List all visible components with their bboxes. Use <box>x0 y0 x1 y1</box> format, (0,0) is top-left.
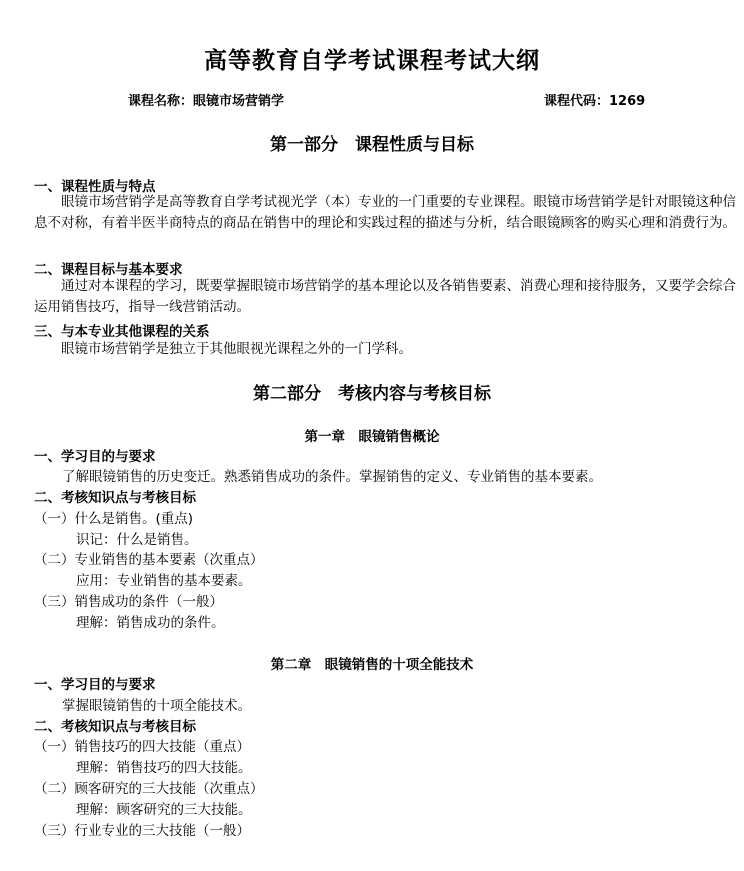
list-item-detail: 识记：什么是销售。 <box>76 532 198 548</box>
course-code: 课程代码：1269 <box>544 94 646 109</box>
section-heading: 一、课程性质与特点 <box>34 179 156 195</box>
paragraph: 了解眼镜销售的历史变迁。熟悉销售成功的条件。掌握销售的定义、专业销售的基本要素。 <box>62 469 602 485</box>
list-item: （三）行业专业的三大技能（一般） <box>34 823 250 839</box>
list-item-detail: 理解：销售成功的条件。 <box>76 615 225 631</box>
part-two-heading: 第二部分 考核内容与考核目标 <box>253 384 491 404</box>
list-item: （一）什么是销售。(重点) <box>34 511 194 527</box>
list-item: （二）顾客研究的三大技能（次重点） <box>34 781 264 797</box>
document-title: 高等教育自学考试课程考试大纲 <box>204 47 540 74</box>
list-item: （二）专业销售的基本要素（次重点） <box>34 552 264 568</box>
course-name: 课程名称：眼镜市场营销学 <box>128 94 285 109</box>
chapter-title: 第一章 眼镜销售概论 <box>304 429 440 445</box>
paragraph: 掌握眼镜销售的十项全能技术。 <box>62 698 251 714</box>
list-item: （三）销售成功的条件（一般） <box>34 594 223 610</box>
part-one-heading: 第一部分 课程性质与目标 <box>270 135 474 155</box>
list-item-detail: 理解：销售技巧的四大技能。 <box>76 760 252 776</box>
section-heading: 二、考核知识点与考核目标 <box>34 490 196 506</box>
list-item-detail: 理解：顾客研究的三大技能。 <box>76 802 252 818</box>
list-item: （一）销售技巧的四大技能（重点） <box>34 739 250 755</box>
section-heading: 一、学习目的与要求 <box>34 449 156 465</box>
section-heading: 三、与本专业其他课程的关系 <box>34 324 210 340</box>
paragraph: 通过对本课程的学习，既要掌握眼镜市场营销学的基本理论以及各销售要素、消费心理和接待服务，又要学会综合运用销售技巧，指导一线营销活动。 <box>34 278 736 315</box>
chapter-title: 第二章 眼镜销售的十项全能技术 <box>270 657 474 673</box>
section-heading: 二、课程目标与基本要求 <box>34 262 183 278</box>
list-item-detail: 应用：专业销售的基本要素。 <box>76 573 252 589</box>
paragraph: 眼镜市场营销学是独立于其他眼视光课程之外的一门学科。 <box>61 341 412 357</box>
section-heading: 一、学习目的与要求 <box>34 677 156 693</box>
section-heading: 二、考核知识点与考核目标 <box>34 719 196 735</box>
paragraph: 眼镜市场营销学是高等教育自学考试视光学（本）专业的一门重要的专业课程。眼镜市场营销学是针对眼镜这种信息不对称，有着半医半商特点的商品在销售中的理论和实践过程的描述与分析，结合眼镜顾客的购买心理和消费行为。 <box>34 194 736 231</box>
